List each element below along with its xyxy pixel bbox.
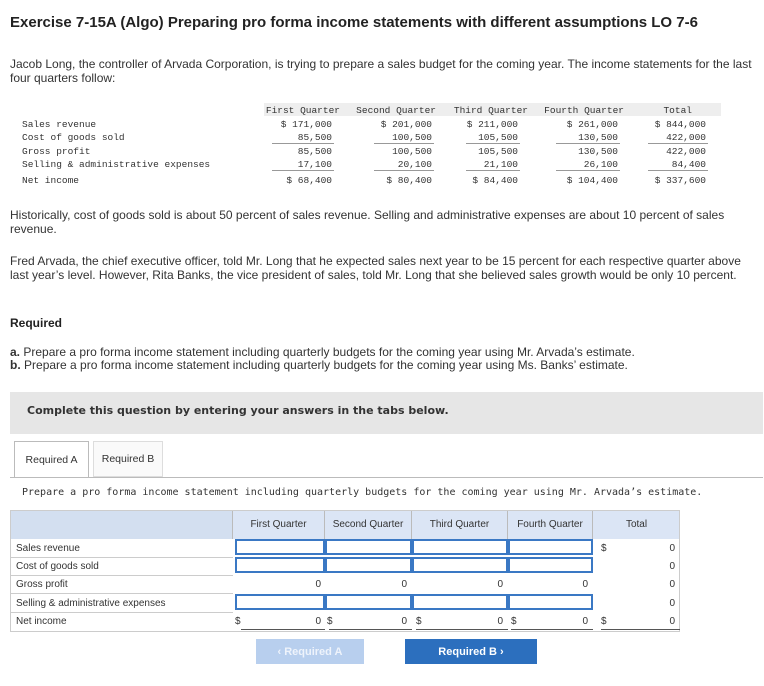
given-cell: 100,500 [392,132,432,143]
given-row-label: Sales revenue [22,118,97,130]
tab-required-a[interactable]: Required A [14,441,89,478]
currency-symbol: $ [601,543,607,554]
currency-symbol: $ [235,616,241,627]
answer-col-header: Fourth Quarter [508,511,593,539]
given-cell: 85,500 [297,145,332,157]
required-heading: Required [10,316,63,330]
given-row-label: Gross profit [22,145,91,157]
prev-required-a-button[interactable]: ‹ Required A [256,639,364,664]
given-cell: 105,500 [478,132,518,143]
given-cell: 130,500 [578,145,618,157]
given-row [18,157,721,171]
gross-profit-q4: 0 [582,579,588,590]
cogs-q4-input[interactable] [508,557,593,573]
net-income-q1: 0 [315,616,321,627]
given-header: Total [663,105,692,116]
intro-paragraph: Jacob Long, the controller of Arvada Corporation, is trying to prepare a sales budget for the coming year. The income statements for the last four quarters follow: [10,57,752,85]
sa-expenses-total: 0 [669,598,675,609]
given-header: Third Quarter [453,105,528,116]
sales-revenue-q3-input[interactable] [412,539,508,555]
given-header: First Quarter [265,105,340,116]
answer-row-label: Sales revenue [16,543,80,554]
answer-row-label: Gross profit [16,579,68,590]
next-required-b-button[interactable]: Required B › [405,639,537,664]
answer-row-label: Selling & administrative expenses [16,598,166,609]
answer-col-header: Third Quarter [412,511,508,539]
gross-profit-q3: 0 [497,579,503,590]
complete-banner [10,392,763,434]
sales-revenue-total: 0 [669,543,675,554]
sales-revenue-q2-input[interactable] [325,539,412,555]
given-cell: 26,100 [583,159,618,170]
requirement-b: b. Prepare a pro forma income statement including quarterly budgets for the coming year using Ms. Banks’ estimate. [10,358,628,372]
page-title: Exercise 7-15A (Algo) Preparing pro forma income statements with different assumptions LO 7-6 [10,14,698,31]
given-cell: 100,500 [392,145,432,157]
given-row [18,171,721,189]
given-cell: $ 80,400 [386,174,432,186]
sales-revenue-q1-input[interactable] [235,539,325,555]
currency-symbol: $ [511,616,517,627]
currency-symbol: $ [327,616,333,627]
given-cell: $ 261,000 [566,118,618,130]
sa-expenses-q3-input[interactable] [412,594,508,610]
answer-col-header: Second Quarter [325,511,412,539]
net-income-q3: 0 [497,616,503,627]
sa-expenses-q2-input[interactable] [325,594,412,610]
given-income-statement [18,103,721,189]
cogs-q3-input[interactable] [412,557,508,573]
given-row-label: Cost of goods sold [22,132,125,143]
given-cell: 130,500 [578,132,618,143]
given-header-row [18,103,721,117]
currency-symbol: $ [416,616,422,627]
given-row-label: Selling & administrative expenses [22,159,211,170]
given-cell: 20,100 [397,159,432,170]
given-cell: 84,400 [671,159,706,170]
complete-banner-text: Complete this question by entering your answers in the tabs below. [27,404,449,417]
given-row-label: Net income [22,174,80,186]
given-cell: 21,100 [483,159,518,170]
tab-required-b[interactable]: Required B [93,441,163,477]
answer-row-label: Net income [16,616,67,627]
given-cell: $ 844,000 [654,118,706,130]
cogs-q1-input[interactable] [235,557,325,573]
instruction-text: Prepare a pro forma income statement including quarterly budgets for the coming year using Mr. Arvada’s estimate. [22,487,703,498]
given-cell: 17,100 [297,159,332,170]
given-cell: $ 337,600 [654,174,706,186]
given-row [18,144,721,158]
gross-profit-q2: 0 [401,579,407,590]
given-cell: $ 171,000 [280,118,332,130]
given-cell: $ 201,000 [380,118,432,130]
requirement-a: a. Prepare a pro forma income statement including quarterly budgets for the coming year using Mr. Arvada’s estimate. [10,345,635,359]
sales-growth-paragraph: Fred Arvada, the chief executive officer, told Mr. Long that he expected sales next year to be 15 percent for each respective quarter above last year’s level. However, Rita Banks, the vice president of sales, told Mr. Long that she believed sales growth would be only 10 percent. [10,254,741,282]
given-cell: $ 84,400 [472,174,518,186]
answer-col-header: First Quarter [233,511,325,539]
given-cell: 422,000 [666,145,706,157]
sa-expenses-q4-input[interactable] [508,594,593,610]
gross-profit-total: 0 [669,579,675,590]
net-income-q4: 0 [582,616,588,627]
answer-col-header: Total [625,519,648,530]
sales-revenue-q4-input[interactable] [508,539,593,555]
answer-table [10,510,680,632]
net-income-total: 0 [669,616,675,627]
given-cell: $ 68,400 [286,174,332,186]
cost-assumption-paragraph: Historically, cost of goods sold is about 50 percent of sales revenue. Selling and administrative expenses are about 10 percent of sales revenue. [10,208,725,236]
gross-profit-q1: 0 [315,579,321,590]
tab-panel-divider [10,477,763,478]
given-row [18,130,721,144]
given-cell: $ 104,400 [566,174,618,186]
given-cell: 85,500 [297,132,332,143]
net-income-q2: 0 [401,616,407,627]
given-cell: 422,000 [666,132,706,143]
answer-row-label: Cost of goods sold [16,561,99,572]
cogs-total: 0 [669,561,675,572]
sa-expenses-q1-input[interactable] [235,594,325,610]
currency-symbol: $ [601,616,607,627]
given-cell: 105,500 [478,145,518,157]
cogs-q2-input[interactable] [325,557,412,573]
given-header: Second Quarter [356,105,436,116]
given-cell: $ 211,000 [466,118,518,130]
given-row [18,117,721,131]
given-header: Fourth Quarter [544,105,624,116]
